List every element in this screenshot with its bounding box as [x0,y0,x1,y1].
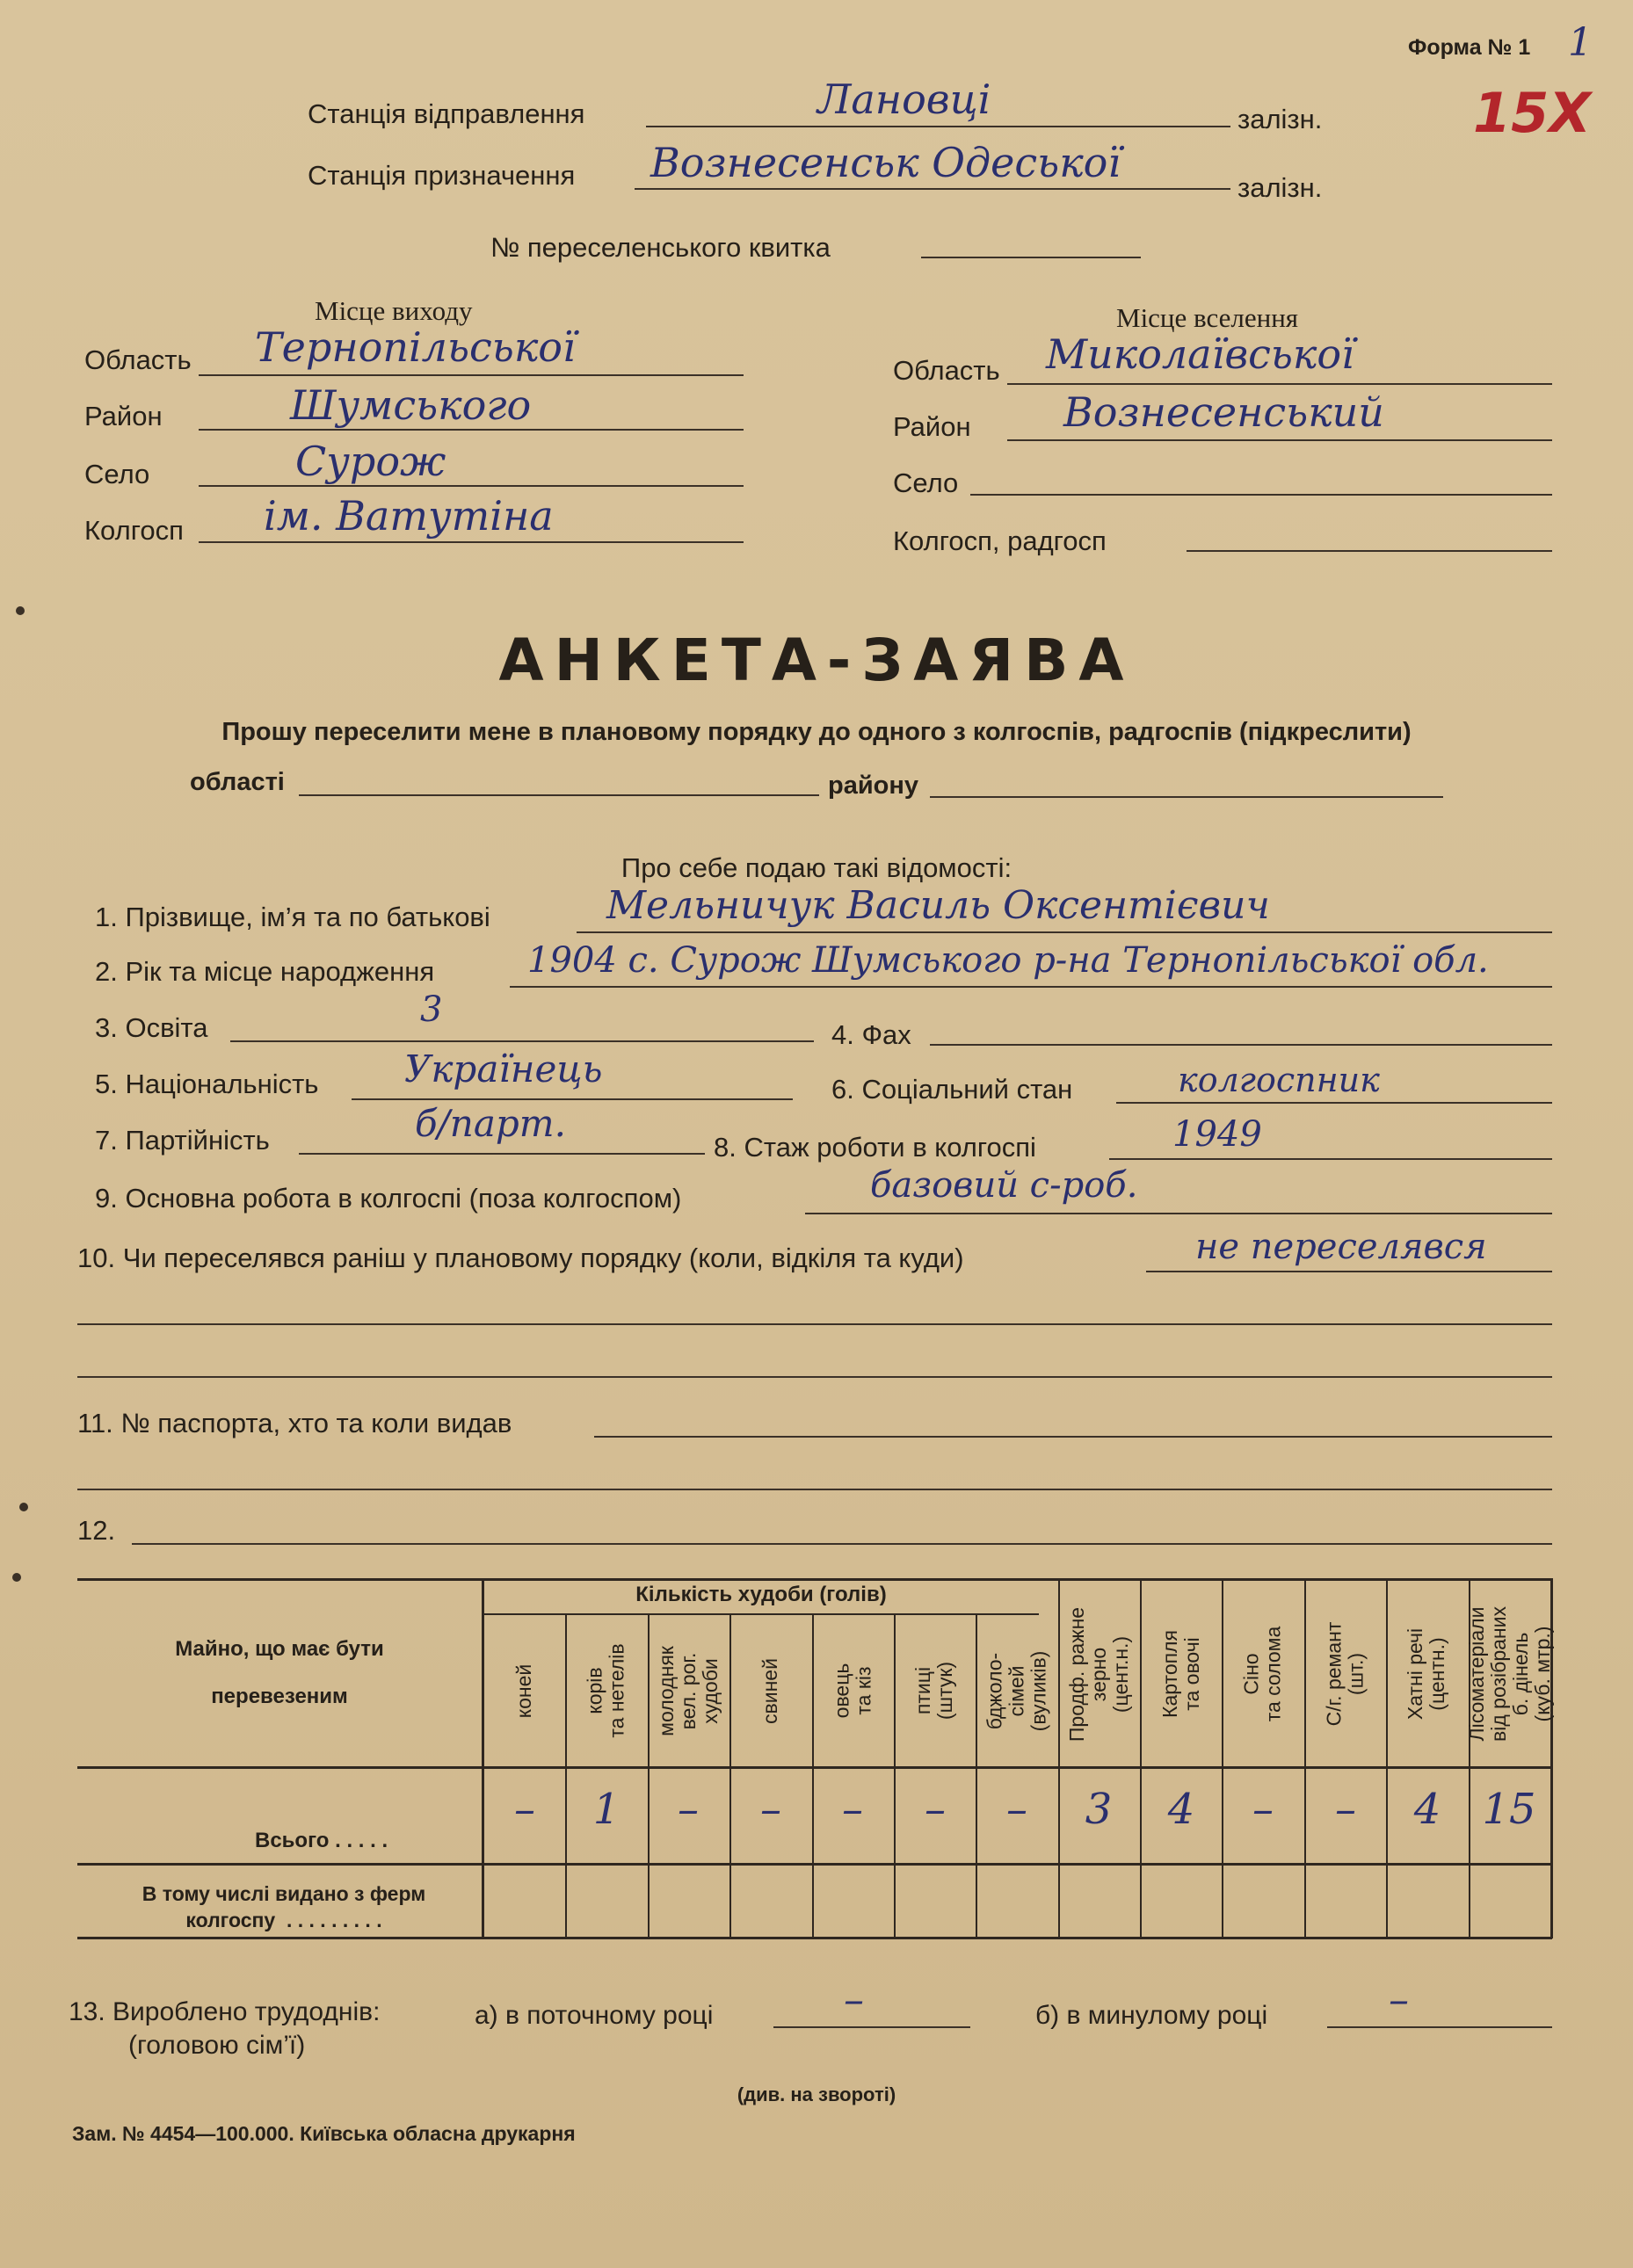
workdays-current-line [773,2026,970,2028]
field-11-label: 11. № паспорта, хто та коли видав [77,1408,512,1438]
table-total-value: 3 [1085,1785,1113,1834]
about-heading: Про себе подаю такі відомості: [621,852,1012,883]
table-top-border [77,1578,1552,1581]
field-6-label: 6. Соціальний стан [831,1074,1073,1105]
field-3-label: 3. Освіта [95,1012,208,1043]
origin-district-label: Район [84,401,163,431]
field-7-label: 7. Партійність [95,1125,270,1156]
table-total-value: – [1252,1785,1274,1834]
red-archive-mark: 15Х [1473,81,1592,145]
table-column-header: корів та нетелів [583,1643,628,1738]
origin-village-label: Село [84,459,150,489]
field-2-value: 1904 с. Сурож Шумського р-на Тернопільської обл. [527,940,1489,981]
table-property-label: Майно, що має бути перевезеним [175,1637,384,1708]
table-issued-label: В тому числі видано з ферм колгоспу . . . . . . . . . [142,1882,426,1931]
table-total-value: – [1335,1785,1356,1834]
table-column-header: С/г. ремант (шт.) [1322,1621,1368,1727]
destination-village-label: Село [893,467,959,498]
workdays-current-value: – [844,1975,864,2023]
destination-district-value: Вознесенський [1063,388,1384,436]
table-total-row-bottom-border [77,1863,1552,1866]
field-10-label: 10. Чи переселявся раніш у плановому порядку (коли, відкіля та куди) [77,1243,964,1273]
arrival-railway-suffix: залізн. [1237,172,1323,203]
field-1-label: 1. Прізвище, ім’я та по батькові [95,902,490,932]
destination-oblast-label: Область [893,355,1000,386]
table-column-header: Сіно та солома [1239,1626,1285,1722]
departure-station-value: Лановці [817,76,991,123]
field-2-label: 2. Рік та місце народження [95,956,435,987]
workdays-previous-value: – [1389,1975,1409,2023]
form-number: Форма № 1 [1408,35,1531,60]
request-oblast-label: області [190,768,285,796]
form-title: АНКЕТА-ЗАЯВА [498,627,1135,694]
workdays-label: 13. Вироблено трудоднів: [69,1997,381,2026]
table-total-value: – [760,1785,781,1834]
arrival-station-value: Вознесенськ Одеської [650,139,1121,186]
request-text: Прошу переселити мене в плановому порядку до одного з колгоспів, радгоспів (підкреслити) [221,718,1412,746]
field-9-value: базовий с-роб. [870,1165,1138,1206]
destination-kolhosp-label: Колгосп, радгосп [893,525,1107,556]
table-total-value: – [842,1785,863,1834]
corner-handwritten-mark: 1 [1568,20,1593,65]
table-total-value: 15 [1482,1785,1536,1834]
field-12-label: 12. [77,1515,116,1546]
table-column-header: Лісоматеріали від розібраних б. дінель (куб. мтр.) [1464,1606,1554,1742]
ticket-number-label: № переселенського квитка [490,232,831,263]
field-7-value: б/парт. [415,1102,566,1145]
table-livestock-header: Кількість худоби (голів) [635,1583,887,1606]
origin-heading: Місце виходу [315,295,473,326]
table-column-header: птиці (штук) [911,1661,957,1721]
table-column-header: бджоло- сімей (вуликів) [983,1650,1049,1731]
field-6-value: колгоспник [1178,1061,1380,1099]
origin-district-value: Шумського [290,381,532,429]
table-column-header: молодняк вел. рог. худоби [655,1645,722,1736]
table-total-label: Всього . . . . . [255,1829,388,1852]
reverse-note: (див. на звороті) [737,2083,896,2105]
destination-district-label: Район [893,411,971,442]
departure-railway-suffix: залізн. [1237,104,1323,134]
field-9-label: 9. Основна робота в колгоспі (поза колгоспом) [95,1183,682,1214]
origin-village-value: Сурож [295,438,446,485]
table-total-value: – [678,1785,699,1834]
field-8-label: 8. Стаж роботи в колгоспі [714,1132,1036,1163]
field-3-value: 3 [420,989,443,1030]
field-5-label: 5. Національність [95,1069,319,1099]
printing-footer: Зам. № 4454—100.000. Київська обласна друкарня [72,2122,576,2145]
origin-oblast-value: Тернопільської [255,323,576,371]
table-column-header: овець та кіз [830,1663,875,1719]
field-5-value: Українець [404,1047,603,1091]
workdays-current-label: а) в поточному році [475,2001,714,2030]
table-total-value: 4 [1413,1785,1441,1834]
origin-kolhosp-value: ім. Ватутіна [264,492,554,540]
table-column-header: свиней [758,1657,781,1724]
field-4-label: 4. Фах [831,1019,911,1050]
workdays-previous-line [1327,2026,1552,2028]
table-total-value: 4 [1167,1785,1195,1834]
table-total-value: – [1006,1785,1027,1834]
table-column-header: коней [512,1663,535,1718]
workdays-sublabel: (головою сім’ї) [128,2031,306,2060]
table-total-value: – [925,1785,946,1834]
destination-oblast-value: Миколаївської [1046,330,1354,378]
destination-heading: Місце вселення [1116,302,1299,333]
request-district-label: району [828,772,919,800]
table-column-header: Продф. ражне зерно (цент.н.) [1065,1606,1133,1742]
origin-oblast-label: Область [84,344,192,375]
workdays-previous-label: б) в минулому році [1035,2001,1268,2030]
origin-kolhosp-label: Колгосп [84,515,184,546]
table-column-header: Хатні речі (центн.) [1404,1627,1449,1721]
table-total-value: – [514,1785,535,1834]
field-10-value: не переселявся [1195,1227,1487,1267]
table-column-header: Картопля та овочі [1158,1630,1203,1718]
departure-station-label: Станція відправлення [308,98,585,129]
field-1-value: Мельничук Василь Оксентієвич [606,883,1270,928]
table-bottom-border [77,1937,1552,1939]
table-total-value: 1 [592,1785,621,1834]
field-8-value: 1949 [1172,1114,1262,1155]
arrival-station-label: Станція призначення [308,160,576,191]
table-header-bottom-border [77,1766,1552,1769]
